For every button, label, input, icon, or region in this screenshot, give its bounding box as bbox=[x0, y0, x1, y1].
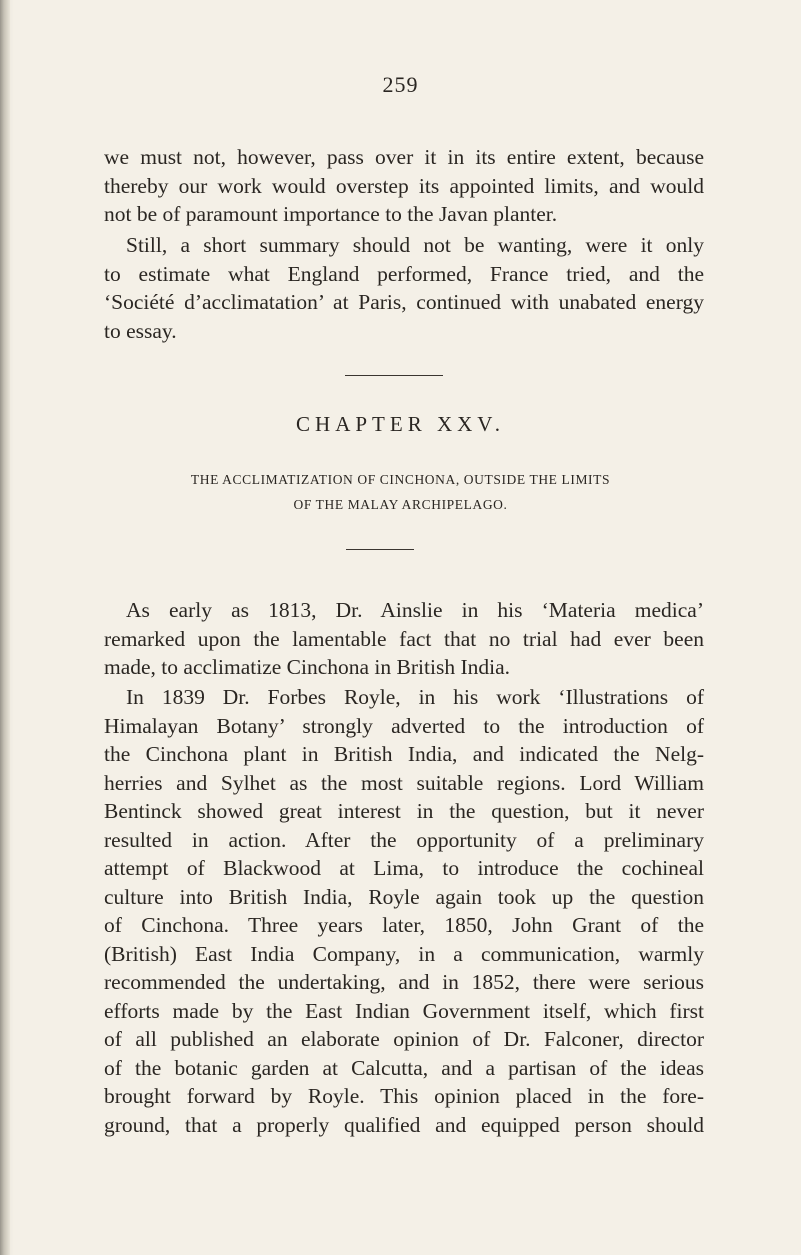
body-paragraph-royle bbox=[104, 683, 704, 1139]
section-divider-bottom bbox=[346, 549, 414, 550]
text-line: ‘Société d’acclimatation’ at Paris, continued with unabated energy bbox=[104, 290, 704, 314]
text-line: thereby our work would overstep its appointed limits, and would bbox=[104, 173, 704, 198]
text-line: made, to acclimatize Cinchona in British India. bbox=[104, 655, 510, 679]
text-line: we must not, however, pass over it in its entire extent, because bbox=[104, 145, 704, 169]
text-line: In 1839 Dr. Forbes Royle, in his work ‘Illustrations of bbox=[126, 685, 704, 709]
text-line: herries and Sylhet as the most suitable regions. Lord William bbox=[104, 770, 704, 795]
chapter-subtitle bbox=[0, 467, 801, 517]
text-line: not be of paramount importance to the Javan planter. bbox=[104, 202, 558, 226]
text-line: culture into British India, Royle again took up the question bbox=[104, 884, 704, 909]
summary-paragraph bbox=[104, 231, 704, 345]
text-line: the Cinchona plant in British India, and indicated the Nelg- bbox=[104, 742, 704, 766]
text-line: resulted in action. After the opportunity of a preliminary bbox=[104, 827, 704, 852]
opening-paragraph bbox=[104, 143, 704, 229]
text-line: of all published an elaborate opinion of Dr. Falconer, director bbox=[104, 1027, 704, 1051]
text-line: of Cinchona. Three years later, 1850, John Grant of the bbox=[104, 913, 704, 937]
section-divider-top bbox=[345, 375, 443, 376]
text-line: (British) East India Company, in a communication, warmly bbox=[104, 941, 704, 966]
text-line: to estimate what England performed, France tried, and the bbox=[104, 261, 704, 286]
text-line: Still, a short summary should not be wanting, were it only bbox=[126, 233, 704, 257]
chapter-subtitle-line: THE ACCLIMATIZATION OF CINCHONA, OUTSIDE THE LIMITS bbox=[190, 472, 611, 487]
text-line: of the botanic garden at Calcutta, and a partisan of the ideas bbox=[104, 1055, 704, 1080]
body-paragraph-ainslie bbox=[104, 596, 704, 682]
page-number: 259 bbox=[382, 72, 419, 97]
text-line: As early as 1813, Dr. Ainslie in his ‘Materia medica’ bbox=[126, 598, 704, 622]
text-line: Himalayan Botany’ strongly adverted to the introduction of bbox=[104, 713, 704, 738]
text-line: remarked upon the lamentable fact that no trial had ever been bbox=[104, 626, 704, 651]
page-binding-shadow bbox=[0, 0, 10, 1255]
text-line: to essay. bbox=[104, 318, 177, 343]
chapter-title: CHAPTER XXV. bbox=[296, 412, 505, 436]
text-line: recommended the undertaking, and in 1852, there were serious bbox=[104, 970, 704, 994]
text-line: brought forward by Royle. This opinion placed in the fore- bbox=[104, 1084, 704, 1108]
text-line: efforts made by the East Indian Government itself, which first bbox=[104, 998, 704, 1023]
chapter-subtitle-line: OF THE MALAY ARCHIPELAGO. bbox=[293, 497, 508, 512]
text-line: attempt of Blackwood at Lima, to introduce the cochineal bbox=[104, 856, 704, 880]
text-line: Bentinck showed great interest in the question, but it never bbox=[104, 799, 704, 823]
text-line: ground, that a properly qualified and equipped person should bbox=[104, 1112, 704, 1137]
